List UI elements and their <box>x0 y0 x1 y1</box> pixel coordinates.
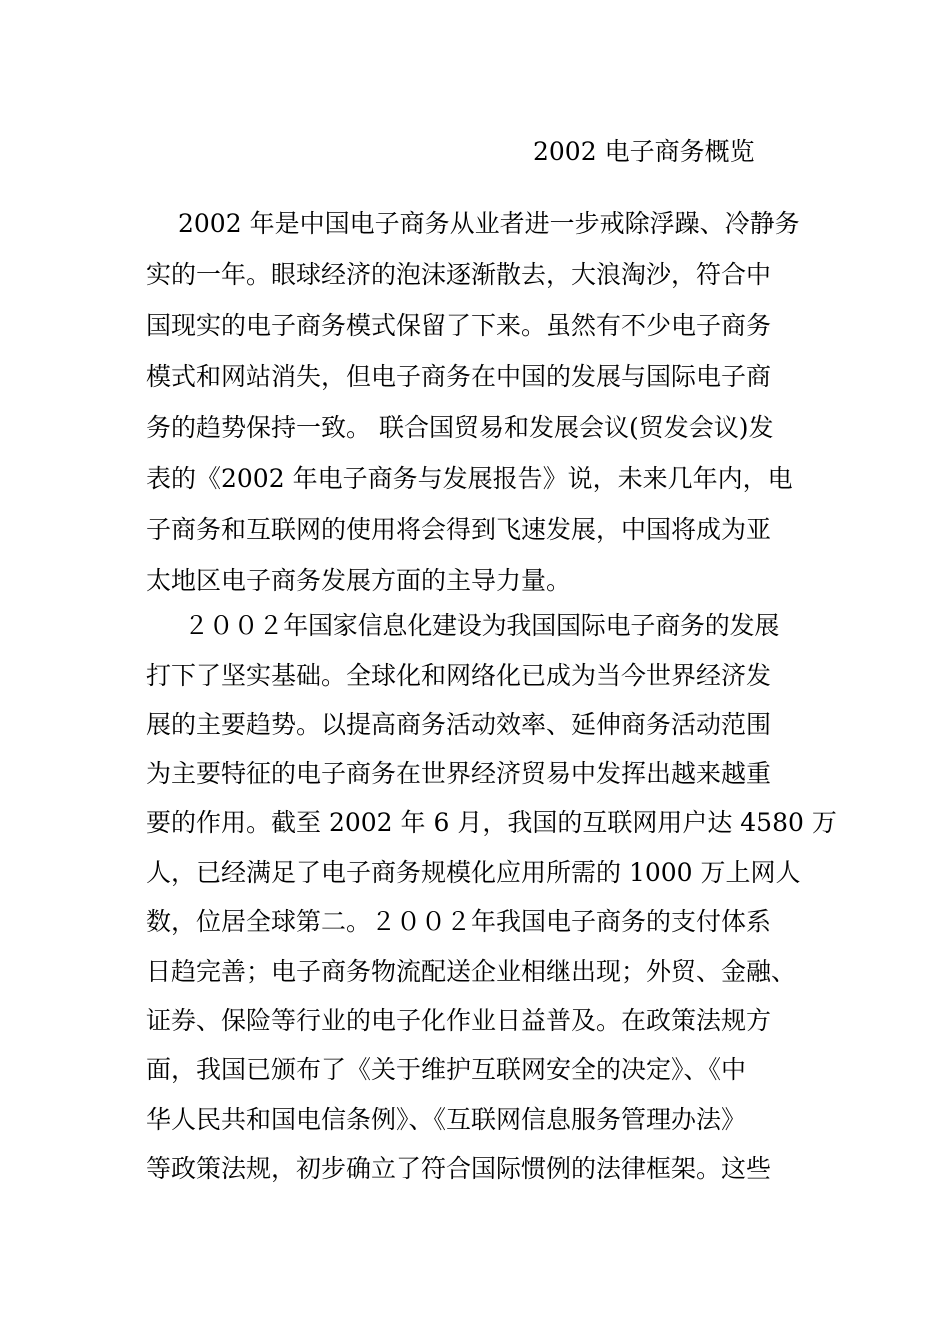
paragraph-line: 国现实的电子商务模式保留了下来。虽然有不少电子商务 <box>146 311 772 340</box>
paragraph-line: 实的一年。眼球经济的泡沫逐渐散去，大浪淘沙，符合中 <box>146 260 772 289</box>
paragraph-line: 数，位居全球第二。２００２年我国电子商务的支付体系 <box>146 907 772 936</box>
paragraph-line: 华人民共和国电信条例》、《互联网信息服务管理办法》 <box>146 1105 747 1134</box>
paragraph-line: 模式和网站消失，但电子商务在中国的发展与国际电子商 <box>146 362 772 391</box>
paragraph-line: 等政策法规，初步确立了符合国际惯例的法律框架。这些 <box>146 1154 772 1183</box>
paragraph-line: 子商务和互联网的使用将会得到飞速发展，中国将成为亚 <box>146 515 772 544</box>
paragraph-line: 打下了坚实基础。全球化和网络化已成为当今世界经济发 <box>146 661 772 690</box>
paragraph-line: 表的《2002 年电子商务与发展报告》说，未来几年内，电 <box>146 464 793 493</box>
paragraph-line: ２００２年国家信息化建设为我国国际电子商务的发展 <box>184 611 780 640</box>
document-title: 2002 电子商务概览 <box>533 137 755 166</box>
paragraph-line: 为主要特征的电子商务在世界经济贸易中发挥出越来越重 <box>146 759 772 788</box>
paragraph-line: 2002 年是中国电子商务从业者进一步戒除浮躁、冷静务 <box>178 209 800 238</box>
paragraph-line: 证券、保险等行业的电子化作业日益普及。在政策法规方 <box>146 1006 772 1035</box>
paragraph-line: 要的作用。截至 2002 年 6 月，我国的互联网用户达 4580 万 <box>146 808 837 837</box>
paragraph-line: 太地区电子商务发展方面的主导力量。 <box>146 566 572 595</box>
paragraph-line: 展的主要趋势。以提高商务活动效率、延伸商务活动范围 <box>146 710 772 739</box>
paragraph-line: 人，已经满足了电子商务规模化应用所需的 1000 万上网人 <box>146 858 801 887</box>
paragraph-line: 面，我国已颁布了《关于维护互联网安全的决定》、《中 <box>146 1055 747 1084</box>
paragraph-line: 日趋完善；电子商务物流配送企业相继出现；外贸、金融、 <box>146 957 797 986</box>
paragraph-line: 务的趋势保持一致。 联合国贸易和发展会议(贸发会议)发 <box>146 413 774 442</box>
